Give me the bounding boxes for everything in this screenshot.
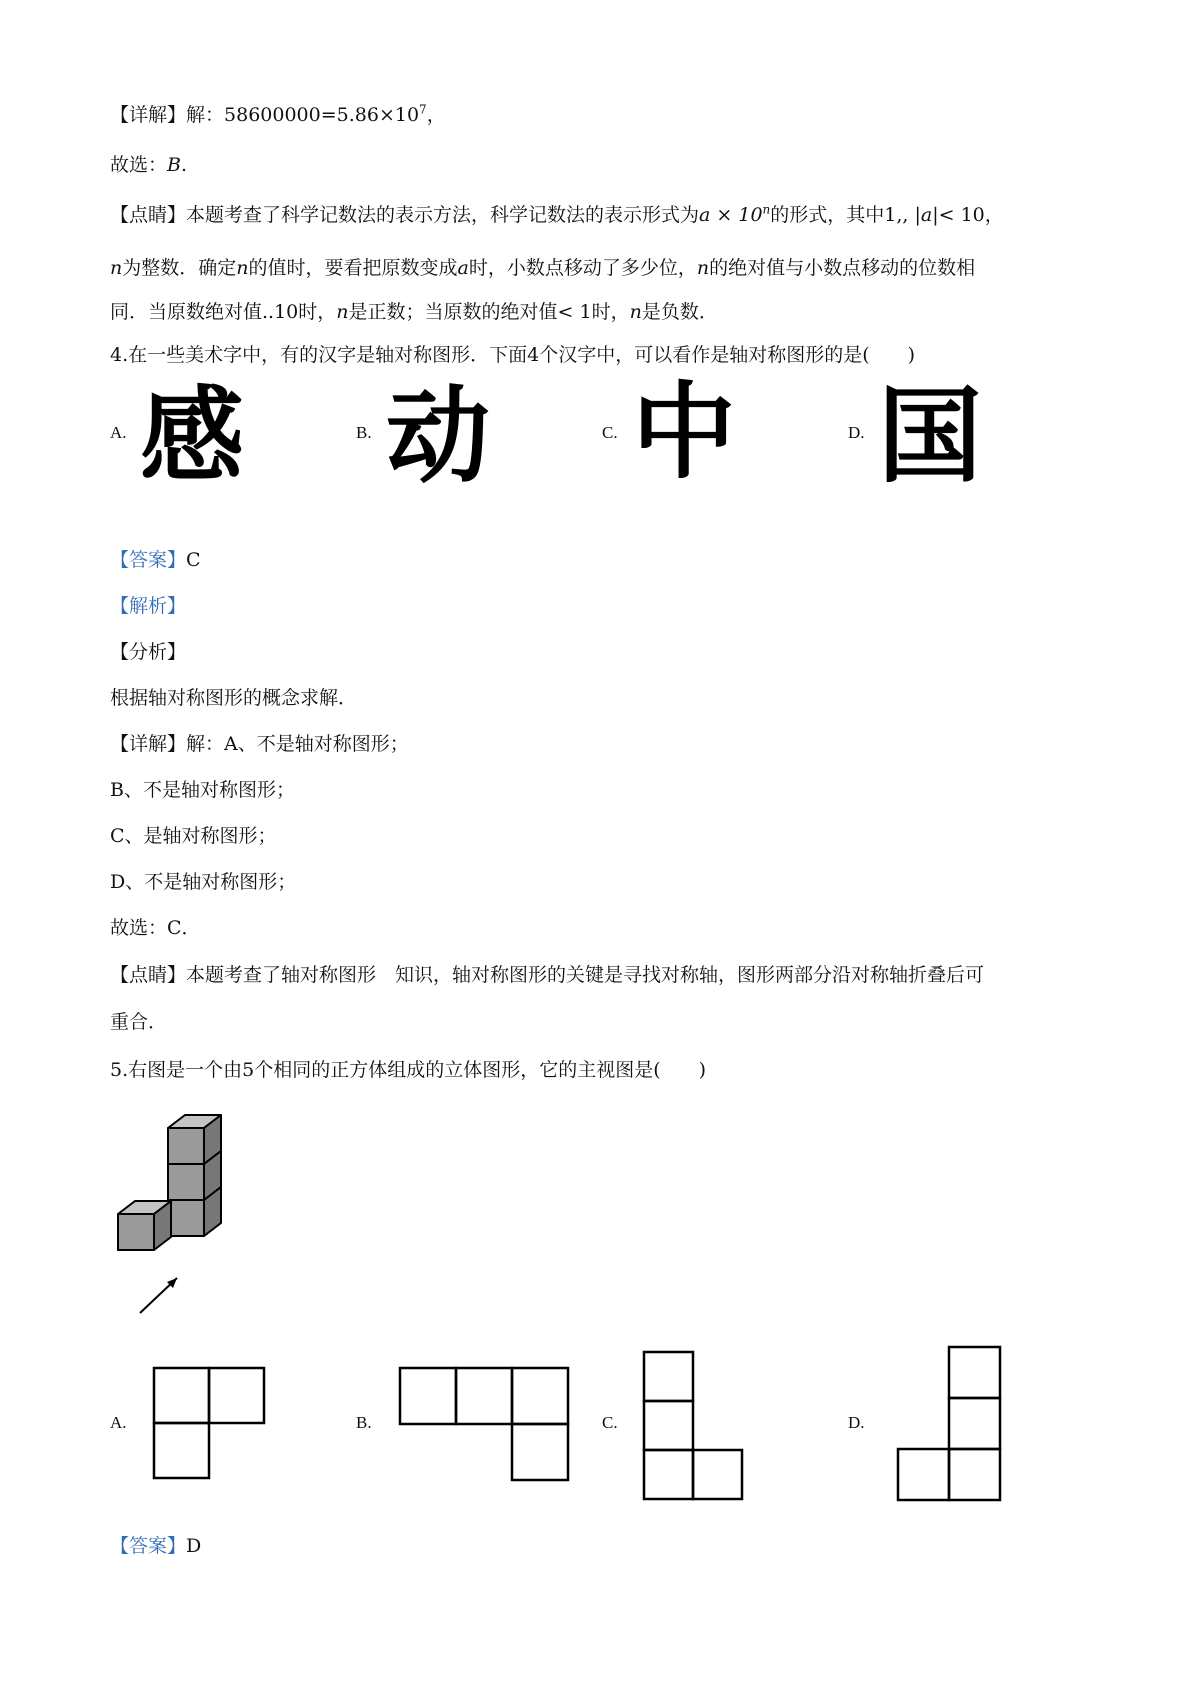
q4-option-a-char: 感 [140,375,245,497]
q4-comment-line-2: 重合． [110,1011,168,1033]
q4-choice-line: 故选：C． [110,917,201,939]
q4-stem: 4.在一些美术字中，有的汉字是轴对称图形．下面4个汉字中，可以看作是轴对称图形的是( ) [110,344,916,366]
q4-analysis-label: 【解析】 [110,595,187,617]
q5-option-a-label: A. [110,1413,127,1432]
q5-option-b-label: B. [356,1413,372,1432]
q3-comment-line-2: n为整数．确定n的值时，要看把原数变成a时，小数点移动了多少位，n的绝对值与小数点移动的位数相 [110,257,976,279]
q4-detail-line-3: C、是轴对称图形； [110,825,277,847]
q4-option-b-label: B. [356,423,372,442]
q5-answer-line: 【答案】D [110,1535,202,1557]
q5-option-c-figure [642,1350,752,1510]
q3-comment-line-3: 同．当原数绝对值..10时，n是正数；当原数的绝对值< 1时，n是负数． [110,301,718,323]
q5-stem: 5.右图是一个由5个相同的正方体组成的立体图形，它的主视图是( ) [110,1059,707,1081]
q4-option-c-label: C. [602,423,618,442]
q5-option-a-figure [152,1366,272,1486]
q4-answer-line: 【答案】C [110,549,201,571]
q3-choice-line: 故选：B. [110,154,188,176]
q4-option-b-char: 动 [386,375,491,497]
q3-detail-line: 【详解】解：$58600000=5.86\times 10^7$， [110,102,446,126]
q4-detail-line-2: B、不是轴对称图形； [110,779,295,801]
q4-fenxi-text: 根据轴对称图形的概念求解． [110,687,358,709]
q4-option-a-label: A. [110,423,127,442]
q3-comment-line-1: 【点睛】本题考查了科学记数法的表示方法，科学记数法的表示形式为$a \times 10^n$的形式，其中1,, |a|< 10， [110,202,1004,226]
q5-option-b-figure [398,1366,578,1486]
q4-option-c-char: 中 [632,371,737,493]
q5-option-d-figure [896,1345,1006,1510]
q4-option-d-label: D. [848,423,865,442]
q4-detail-line-1: 【详解】解：A、不是轴对称图形； [110,733,409,755]
q4-detail-line-4: D、不是轴对称图形； [110,871,297,893]
q4-fenxi-label: 【分析】 [110,641,187,663]
q4-option-d-char: 国 [878,375,983,497]
q5-option-c-label: C. [602,1413,618,1432]
q5-cube-figure [105,1115,235,1315]
q4-comment-line-1: 【点睛】本题考查了轴对称图形 知识，轴对称图形的关键是寻找对称轴，图形两部分沿对称轴折叠后可 [110,964,985,986]
q5-option-d-label: D. [848,1413,865,1432]
